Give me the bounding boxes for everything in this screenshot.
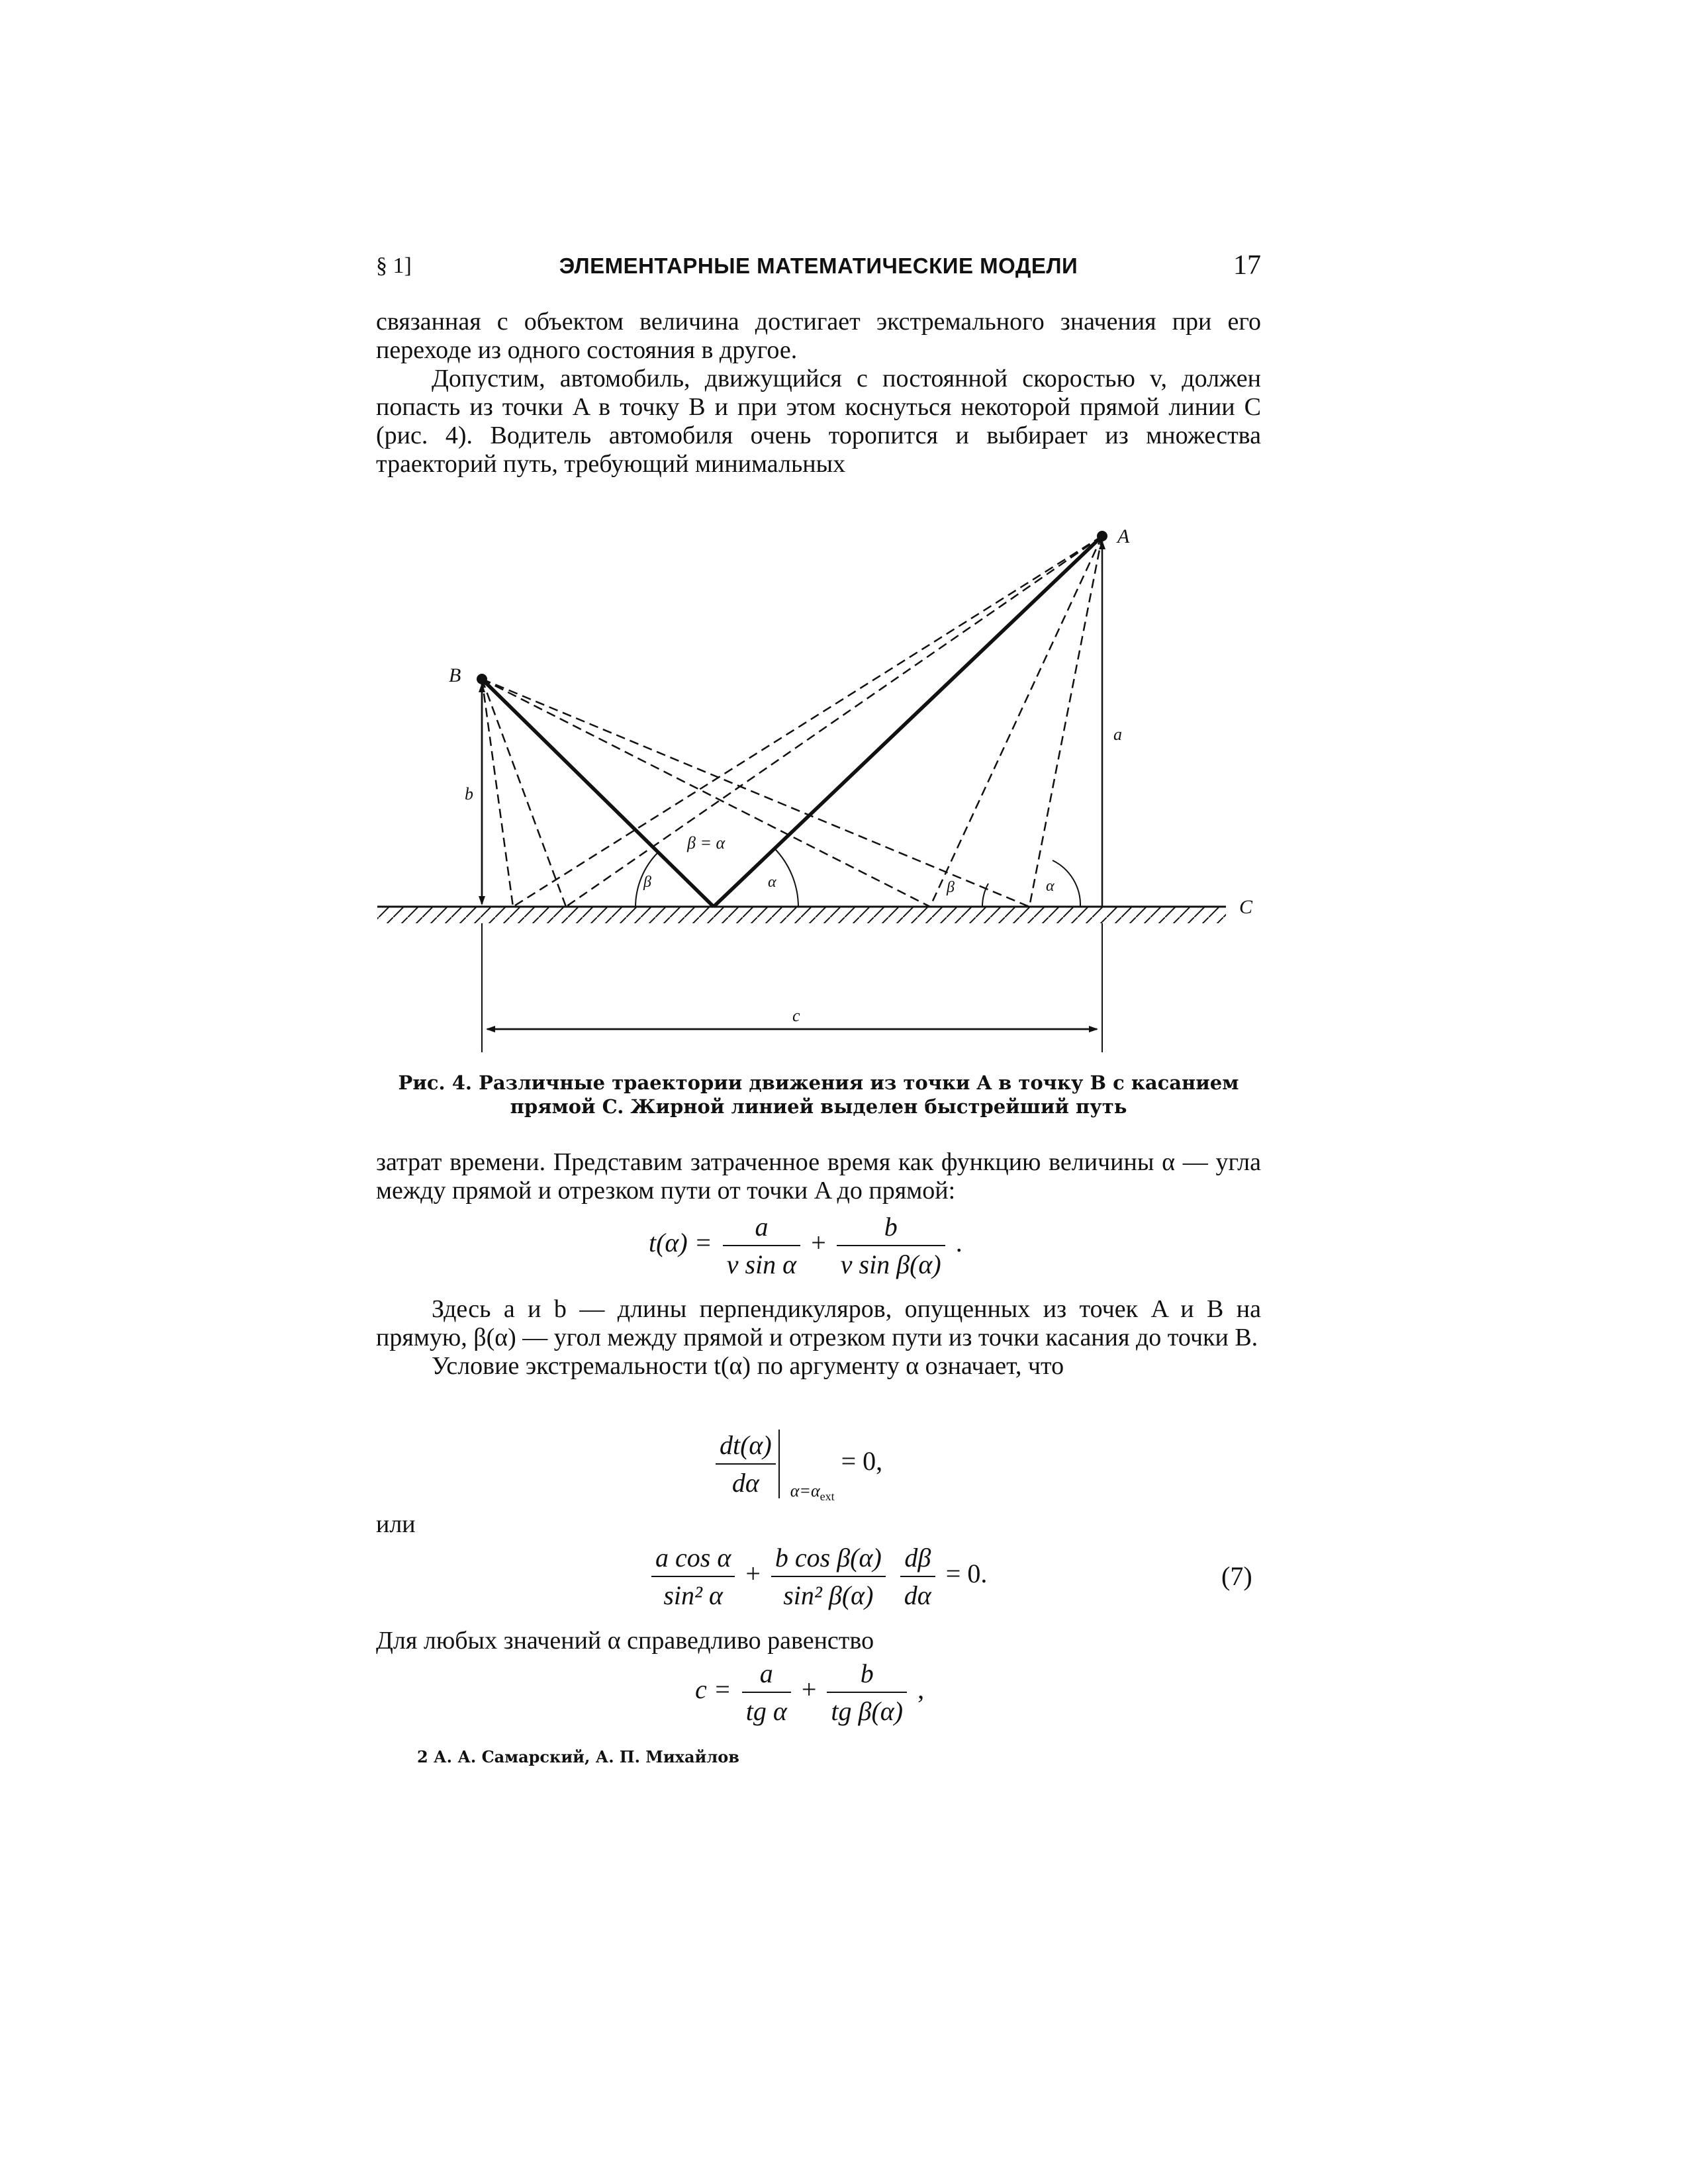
equation-number-7: (7) <box>1221 1561 1252 1591</box>
label-b-length: b <box>465 784 473 803</box>
page-number: 17 <box>1233 250 1261 281</box>
paragraph-1: связанная с объектом величина достигает экстремального значения при его переходе из одного состояния в другое. <box>376 308 1261 364</box>
eq3-frac-1: $\frac{\text{a cos α}}{\text{sin² α}}$ <box>651 1542 735 1611</box>
eq3-frac-3: $\frac{d\beta}{d\alpha}$ <box>900 1542 935 1611</box>
eq1-frac-1: $\frac{a}{\text{v sin α}}$ <box>723 1211 800 1280</box>
section-number: § 1] <box>376 253 412 278</box>
text-block-or <box>376 1510 1261 1539</box>
figure-caption <box>376 1071 1261 1118</box>
paragraph-3: затрат времени. Представим затраченное время как функцию величины α — угла между прямой и отрезком пути от точки A до прямой: <box>376 1148 1261 1205</box>
paragraph-6: или <box>376 1510 416 1538</box>
eq4-frac-1: $\frac{a}{\text{tg α}}$ <box>742 1658 791 1727</box>
text-block-middle <box>376 1148 1261 1205</box>
trajectories-from-b <box>482 679 1029 907</box>
point-a <box>1097 531 1107 541</box>
label-a-length: a <box>1113 725 1122 744</box>
signature-footer: 2 А. А. Самарский, А. П. Михайлов <box>417 1747 739 1766</box>
ground-hatching <box>377 907 1226 923</box>
label-beta-1: β <box>643 874 651 891</box>
paragraph-7: Для любых значений α справедливо равенство <box>376 1627 874 1655</box>
running-title: ЭЛЕМЕНТАРНЫЕ МАТЕМАТИЧЕСКИЕ МОДЕЛИ <box>559 253 1078 278</box>
label-b-point: B <box>449 664 461 686</box>
label-beta-2: β <box>947 879 955 896</box>
label-c-line: C <box>1239 896 1253 918</box>
paragraph-2: Допустим, автомобиль, движущийся с постоянной скоростью v, должен попасть из точки A в точку B и при этом коснуться некоторой прямой линии C (рис. 4). Водитель автомобиля очень торопится и выбирает из множества траекторий путь, требующий минимальных <box>376 365 1261 478</box>
equation-time: t(α) = $\frac{a}{\text{v sin α}}$ + $\frac{b}{\text{v sin β(α)}}$ . <box>649 1212 962 1279</box>
point-b <box>477 674 487 684</box>
caption-line-2: прямой C. Жирной линией выделен быстрейший путь <box>510 1095 1127 1118</box>
eq3-frac-2: $\frac{\text{b cos β(α)}}{\text{sin² β(α)}}$ <box>771 1542 886 1611</box>
text-block-final <box>376 1627 1261 1655</box>
eq2-frac: $\frac{dt(\alpha)}{d\alpha}$ <box>716 1430 780 1498</box>
equation-extremum: $\frac{dt(\alpha)}{d\alpha}$ $\alpha=\alpha_{ext} = 0$, <box>712 1430 882 1504</box>
label-beta-eq-alpha: β = α <box>687 833 726 852</box>
eq1-lhs: t(α) = <box>649 1228 712 1258</box>
fastest-path <box>482 536 1102 907</box>
label-alpha-2: α <box>1046 878 1055 895</box>
figure-4-diagram <box>0 0 1688 1072</box>
caption-line-1: Рис. 4. Различные траектории движения из точки A в точку B с касанием <box>398 1071 1239 1094</box>
trajectories-from-a <box>513 536 1102 907</box>
equation-c: c = $\frac{a}{\text{tg α}}$ + $\frac{b}{\text{tg β(α)}}$ , <box>695 1659 925 1726</box>
paragraph-5: Условие экстремальности t(α) по аргументу α означает, что <box>432 1352 1064 1380</box>
text-block-lower <box>376 1295 1261 1381</box>
paragraph-4: Здесь a и b — длины перпендикуляров, опущенных из точек A и B на прямую, β(α) — угол между прямой и отрезком пути из точки касания до точки B. <box>376 1295 1261 1351</box>
eq4-frac-2: $\frac{b}{\text{tg β(α)}}$ <box>827 1658 907 1727</box>
label-a-point: A <box>1117 525 1130 547</box>
eq1-frac-2: $\frac{b}{\text{v sin β(α)}}$ <box>837 1211 945 1280</box>
equation-7: $\frac{\text{a cos α}}{\text{sin² α}}$ + $\frac{\text{b cos β(α)}}{\text{sin² β(α)}}$ $\frac{d\beta}{d\alpha}$ = 0. <box>647 1542 987 1611</box>
label-alpha-1: α <box>768 874 776 891</box>
label-c-length: c <box>792 1006 800 1025</box>
